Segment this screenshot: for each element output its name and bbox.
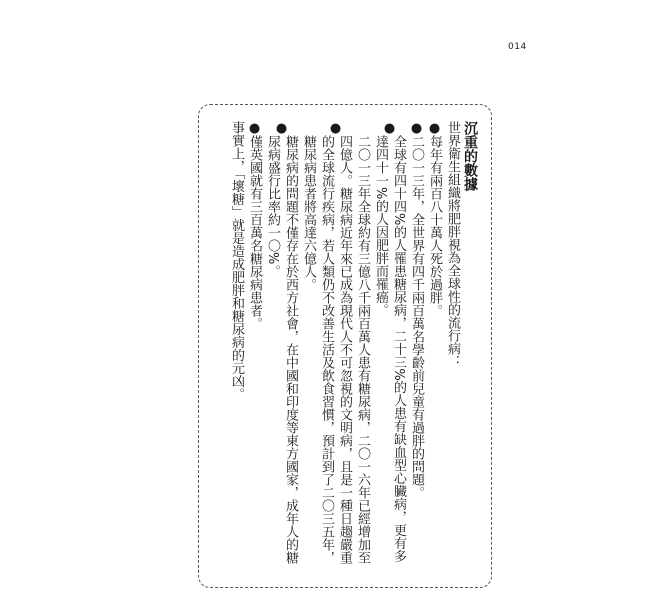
bullet-icon: ● (382, 121, 397, 136)
conclusion-text: 事實上，「壞糖」就是造成肥胖和糖尿病的元凶。 (229, 121, 244, 401)
list-item-text: 糖尿病的問題不僅存在於西方社會，在中國和印度等東方國家，成年人的糖尿病盛行比率約一〇%。 (265, 135, 298, 564)
list-item-text: 僅英國就有三百萬名糖尿病患者。 (247, 135, 262, 330)
section-title: 沉重的數據 (462, 121, 478, 191)
list-item (425, 121, 443, 573)
list-item-text: 每年有兩百八十萬人死於過胖。 (427, 135, 442, 317)
list-item (407, 121, 425, 573)
sidebar-box (198, 104, 492, 588)
bullet-icon: ● (409, 121, 424, 136)
list-item (299, 121, 371, 573)
page-number: 014 (508, 42, 527, 52)
list-item-text: 二〇一三年，全世界有四千兩百萬名學齡前兒童有過胖的問題。 (409, 135, 424, 499)
bullet-icon: ● (274, 121, 289, 136)
list-item (371, 121, 407, 573)
list-item-text: 二〇一三年全球約有三億八千兩百萬人患有糖尿病，二〇一六年已經增加至四億人。糖尿病近年來已成為現代人不可忽視的文明病，且是一種日趨嚴重的全球流行疾病，若人類仍不改善生活及飲食習慣，預計到了二〇三五年，糖尿病患者將高達六億人。 (301, 135, 370, 564)
list-item (245, 121, 263, 573)
vertical-text-column (221, 121, 479, 573)
intro-text: 世界衛生組織將肥胖視為全球性的流行病： (445, 121, 460, 368)
list-item-text: 全球有四十四%的人罹患糖尿病，二十三%的人患有缺血型心臟病，更有多達四十一%的人因肥胖而罹癌。 (373, 135, 406, 563)
bullet-icon: ● (247, 121, 262, 136)
bullet-icon: ● (427, 121, 442, 136)
list-item (263, 121, 299, 573)
bullet-icon: ● (328, 121, 343, 136)
